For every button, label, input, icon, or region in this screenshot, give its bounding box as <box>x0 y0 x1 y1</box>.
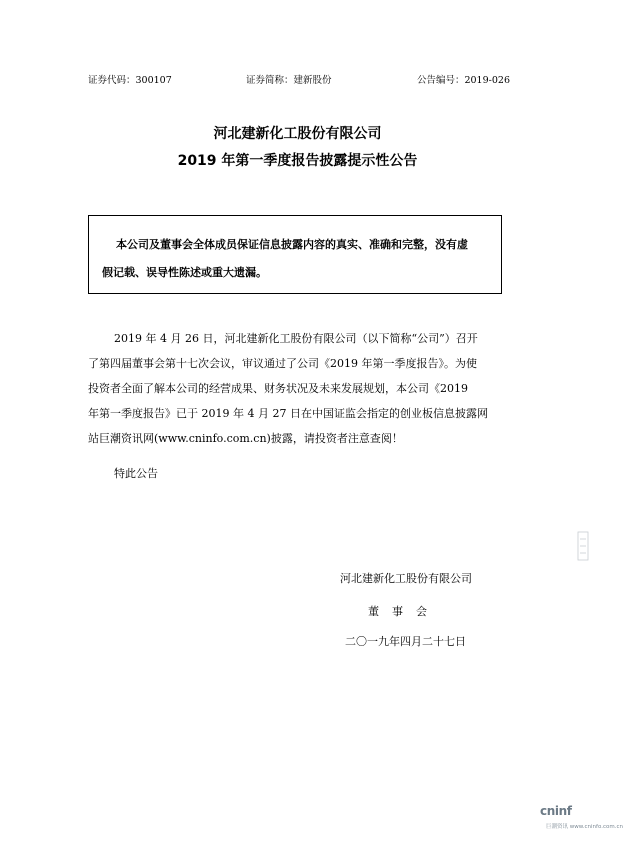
disclaimer-line-2: 假记载、误导性陈述或重大遗漏。 <box>102 266 267 279</box>
stock-code: 证券代码：300107 <box>88 75 172 86</box>
signature-board: 董事会 <box>368 605 440 618</box>
closing-statement: 特此公告 <box>114 467 158 480</box>
announcement-title: 2019 年第一季度报告披露提示性公告 <box>177 153 418 169</box>
body-line: 投资者全面了解本公司的经营成果、财务状况及未来发展规划，本公司《2019 <box>88 382 468 395</box>
body-line: 站巨潮资讯网(www.cninfo.com.cn)披露，请投资者注意查阅！ <box>88 432 403 445</box>
document-header <box>88 74 512 88</box>
stock-short-name: 证券简称：建新股份 <box>246 75 332 86</box>
disclaimer-text <box>102 231 490 287</box>
signature-company: 河北建新化工股份有限公司 <box>340 572 472 585</box>
signature-date: 二〇一九年四月二十七日 <box>345 635 466 648</box>
cninfo-logo-subtext: 巨潮资讯 www.cninfo.com.cn <box>546 824 623 830</box>
cninfo-logo-text: cninf <box>540 804 572 818</box>
notice-number: 公告编号：2019-026 <box>416 75 510 86</box>
disclaimer-box <box>88 215 502 294</box>
side-watermark-icon <box>576 530 590 562</box>
body-line: 年第一季度报告》已于 2019 年 4 月 27 日在中国证监会指定的创业板信息披露网 <box>88 407 488 420</box>
body-line: 2019 年 4 月 26 日，河北建新化工股份有限公司（以下简称“公司”）召开 <box>114 332 478 345</box>
cninfo-logo <box>540 804 623 834</box>
company-title: 河北建新化工股份有限公司 <box>213 126 382 142</box>
body-line: 了第四届董事会第十七次会议，审议通过了公司《2019 年第一季度报告》。为使 <box>88 357 477 370</box>
body-paragraph <box>88 326 508 451</box>
disclaimer-line-1: 本公司及董事会全体成员保证信息披露内容的真实、准确和完整，没有虚 <box>116 238 468 251</box>
